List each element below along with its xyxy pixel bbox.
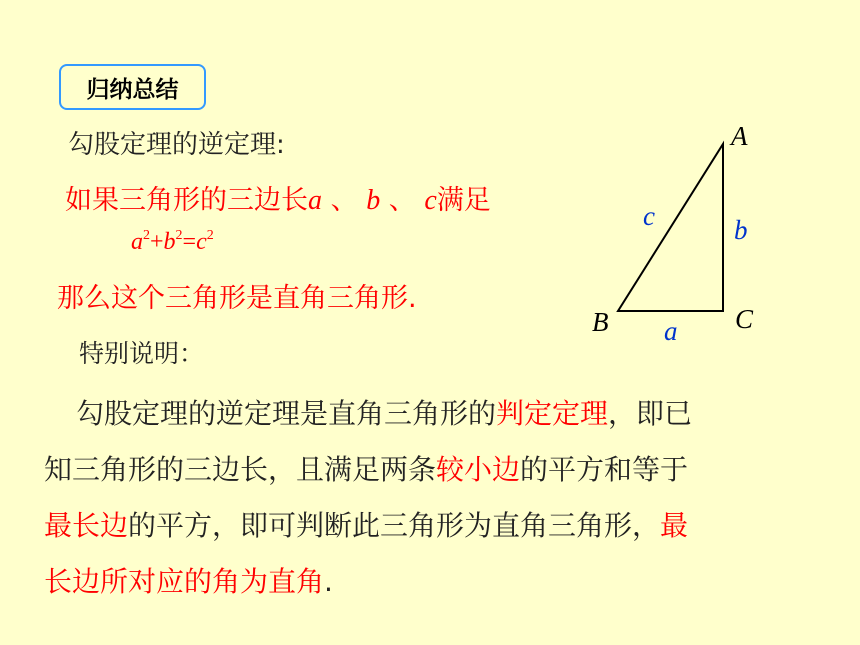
eq-b-exponent: 2 [175, 228, 183, 243]
p4-highlight: 长边所对应的角为直角 [44, 565, 325, 598]
triangle-shape [618, 144, 723, 311]
note-title: 特别说明： [79, 339, 205, 368]
note-paragraph [44, 386, 834, 610]
paragraph-line-1 [44, 386, 834, 442]
eq-c: c [196, 229, 207, 255]
paragraph-line-3 [44, 498, 834, 554]
eq-equals: = [182, 229, 197, 255]
p3-text: 的平方，即可判断此三角形为直角三角形， [128, 509, 661, 542]
eq-plus: + [150, 229, 164, 255]
pythagorean-equation [131, 228, 214, 256]
condition-var-b: b [366, 185, 381, 216]
eq-a-exponent: 2 [143, 228, 150, 243]
condition-suffix: 满足 [436, 185, 491, 216]
theorem-title: 勾股定理的逆定理: [68, 130, 285, 160]
condition-sep-2: 、 [380, 185, 416, 216]
p1-tail: ，即已 [608, 397, 693, 430]
side-c-label: c [643, 201, 655, 231]
p3-tail: 最 [660, 509, 689, 542]
eq-a: a [131, 229, 143, 255]
p2-highlight: 较小边 [436, 453, 521, 486]
p2-text: 知三角形的三边长，且满足两条 [44, 453, 437, 486]
theorem-conclusion: 那么这个三角形是直角三角形. [57, 283, 417, 314]
vertex-a-label: A [731, 121, 748, 151]
eq-c-exponent: 2 [206, 228, 214, 243]
p1-highlight: 判定定理 [496, 397, 609, 430]
condition-prefix: 如果三角形的三边长 [65, 185, 308, 216]
vertex-b-label: B [592, 307, 609, 337]
condition-sep-1: 、 [322, 185, 358, 216]
paragraph-line-4 [44, 554, 834, 610]
summary-badge: 归纳总结 [59, 64, 206, 110]
right-triangle-diagram [580, 115, 780, 350]
paragraph-line-2 [44, 442, 834, 498]
eq-b: b [163, 229, 176, 255]
vertex-c-label: C [735, 304, 754, 334]
condition-var-c: c [424, 185, 437, 216]
side-a-label: a [664, 316, 678, 346]
p2-tail: 的平方和等于 [520, 453, 689, 486]
condition-var-a: a [308, 185, 322, 216]
theorem-condition [65, 178, 491, 217]
p4-tail: . [324, 565, 333, 598]
p3-highlight: 最长边 [44, 509, 129, 542]
side-b-label: b [734, 215, 748, 245]
p1-text: 勾股定理的逆定理是直角三角形的 [76, 397, 497, 430]
